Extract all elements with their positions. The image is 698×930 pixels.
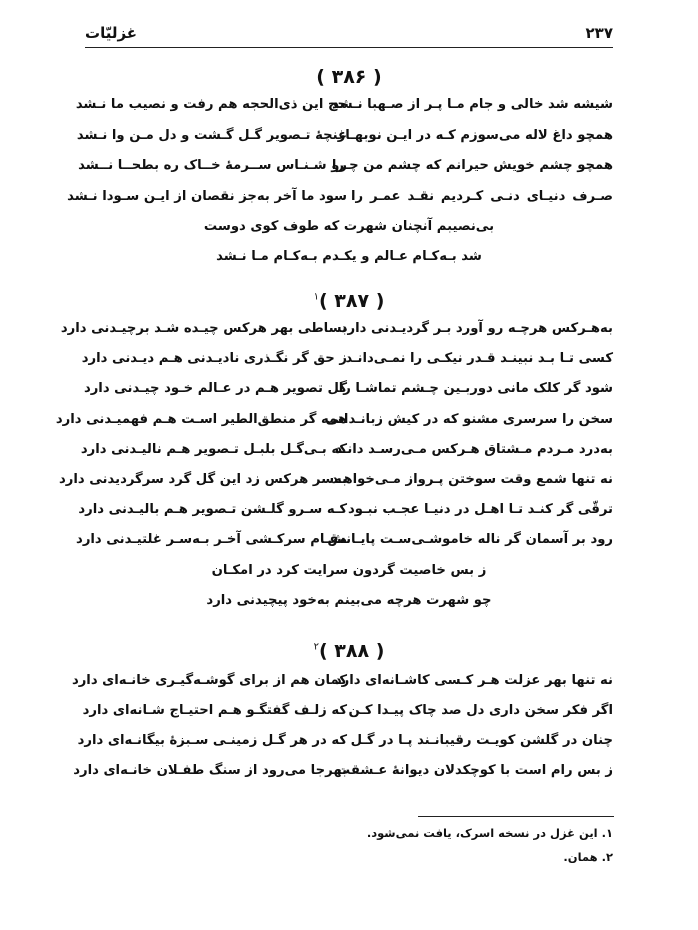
second-hemistich: گل تصویر هـم در عـالم خـود چیـدنی دارد: [83, 381, 347, 397]
couplet: [60, 321, 613, 351]
second-hemistich: به‌سر هرکس زد این گل گرد سرگردیدنی دارد: [58, 472, 347, 487]
couplet: [73, 763, 613, 793]
second-hemistich: کـه سـرو گلـشن تـصویر هـم بالیـدنی دارد: [78, 502, 347, 518]
second-hemistich: ز حق گر نگـذری نادیـدنی هـم دیـدنی دارد: [81, 351, 347, 367]
couplet: [71, 673, 613, 703]
first-hemistich: چنان در گلشن کویـت رقیبانـند پـا در گـل: [350, 733, 613, 748]
footnote-divider: [418, 816, 614, 817]
couplet: [82, 703, 613, 733]
first-hemistich: به‌هـرکس هرچـه رو آورد بـر گردیـدنی دارد: [340, 321, 613, 336]
first-hemistich: اگر فکر سخن داری دل صد چاک پیـدا کـن: [348, 703, 613, 718]
footnote-reference: ۲: [313, 641, 319, 653]
ghazal-number-text: ( ۳۸۸ ): [318, 640, 385, 662]
first-hemistich: به‌درد مـردم مـشتاق هـرکس مـی‌رسـد دانـد: [335, 441, 613, 457]
running-title: غزلیّات: [85, 24, 138, 42]
second-hemistich: مقـام سرکـشی آخـر بـه‌سـر غلتیـدنی دارد: [76, 532, 347, 548]
second-hemistich: بهرجا می‌رود از سنگ طفـلان خانـه‌ای دارد: [73, 763, 347, 778]
ghazal-number-text: ( ۳۸۷ ): [318, 290, 385, 312]
first-hemistich: شود گر کلک مانی دوربـین چـشم تماشـا را: [338, 381, 613, 397]
couplet: [75, 97, 613, 127]
closing-couplet-first-line: بی‌نصیبم آنچنان شهرت که طوف کوی دوست: [203, 219, 495, 234]
first-hemistich: همچو چشم خویش حیرانم که چشم من چـرا: [331, 158, 613, 173]
couplet: [78, 158, 613, 188]
first-hemistich: کسی تـا بـد نبینـد قـدر نیکـی را نمـی‌دانـد: [345, 351, 613, 367]
second-hemistich: رو شـنـاس ســرمهٔ خــاک ره بطحــا نــشد: [78, 158, 347, 173]
first-hemistich: رود بر آسمان گر ناله خاموشـی‌سـت پایـانش: [327, 532, 613, 548]
second-hemistich: همه گر منطق‌الطیر اسـت هـم فهمیـدنی دارد: [55, 411, 347, 427]
first-hemistich: شیشه شد خالی و جام مـا پـر از صـهبا نـشد: [332, 97, 613, 112]
footnote-2: ۲. همان.: [563, 850, 613, 864]
second-hemistich: که در هر گـل زمینـی سـبزهٔ بیگانـه‌ای دارد: [77, 733, 347, 748]
page-number: ۲۳۷: [585, 24, 613, 42]
second-hemistich: غنچهٔ تـصویر گـل گـشت و دل مـن وا نـشد: [76, 127, 347, 143]
couplet: [76, 127, 613, 158]
header-divider: [85, 47, 613, 48]
couplet: [85, 381, 613, 411]
first-hemistich: ز بس رام است با کوچکدلان دیوانهٔ عـشقت: [336, 763, 613, 778]
closing-couplet-first-line: ز بس خاصیت گردون سرایت کرد در امکـان: [211, 562, 487, 578]
closing-couplet-second-line: چو شهرت هرچه می‌بینم به‌خود پیچیدنی دارد: [206, 592, 492, 608]
ghazal-number: [0, 640, 698, 662]
second-hemistich: که زلـف گفتگـو هـم احتیـاج شـانه‌ای دارد: [82, 703, 347, 718]
first-hemistich: صـرف دنیـای دنـی کـردیم نقـد عمـر را: [351, 188, 613, 204]
couplet: [80, 441, 613, 472]
first-hemistich: همچو داغ لاله می‌سوزم کـه در ایـن نوبهـار: [337, 127, 613, 143]
second-hemistich: کمان هم از برای گوشـه‌گیـری خانـه‌ای دارد: [71, 673, 347, 688]
second-hemistich: سود ما آخر به‌جز نقصان از ایـن سـودا نـشد: [67, 188, 347, 204]
second-hemistich: حج این ذی‌الحجه هم رفت و نصیب ما نـشد: [75, 97, 347, 112]
footnote-reference: ۱: [313, 291, 319, 303]
first-hemistich: ترقّی گر کنـد تـا اهـل در دنیـا عجـب نبـود: [347, 502, 613, 518]
first-hemistich: نه تنها شمع وقت سوختن پـرواز مـی‌خواهـد: [331, 472, 613, 487]
couplet: [76, 532, 613, 562]
couplet: [81, 351, 613, 381]
footnote-1: ۱. این غزل در نسخه اسرک، یافت نمی‌شود.: [366, 826, 613, 840]
closing-couplet-second-line: شد بـه‌کـام عـالم و یکـدم بـه‌کـام مـا نـشد: [216, 249, 482, 264]
second-hemistich: که بـی‌گـل بلبـل تـصویر هـم نالیـدنی دارد: [80, 441, 347, 457]
couplet: [78, 502, 613, 532]
ghazal-number-text: ( ۳۸۶ ): [316, 66, 382, 88]
first-hemistich: سخن را سرسری مشنو که در کیش زبانـدانی: [325, 411, 613, 427]
first-hemistich: نه تنها بهر عزلت هـر کـسی کاشـانه‌ای دارد: [334, 673, 613, 688]
ghazal-number: [0, 290, 698, 312]
page-header: [85, 24, 613, 46]
couplet: [77, 733, 613, 763]
couplet: [67, 188, 613, 219]
couplet: [55, 411, 613, 442]
second-hemistich: بساطی بهر هرکس چیـده شـد برچیـدنی دارد: [60, 321, 347, 336]
ghazal-number: [0, 66, 698, 88]
couplet: [58, 472, 613, 502]
